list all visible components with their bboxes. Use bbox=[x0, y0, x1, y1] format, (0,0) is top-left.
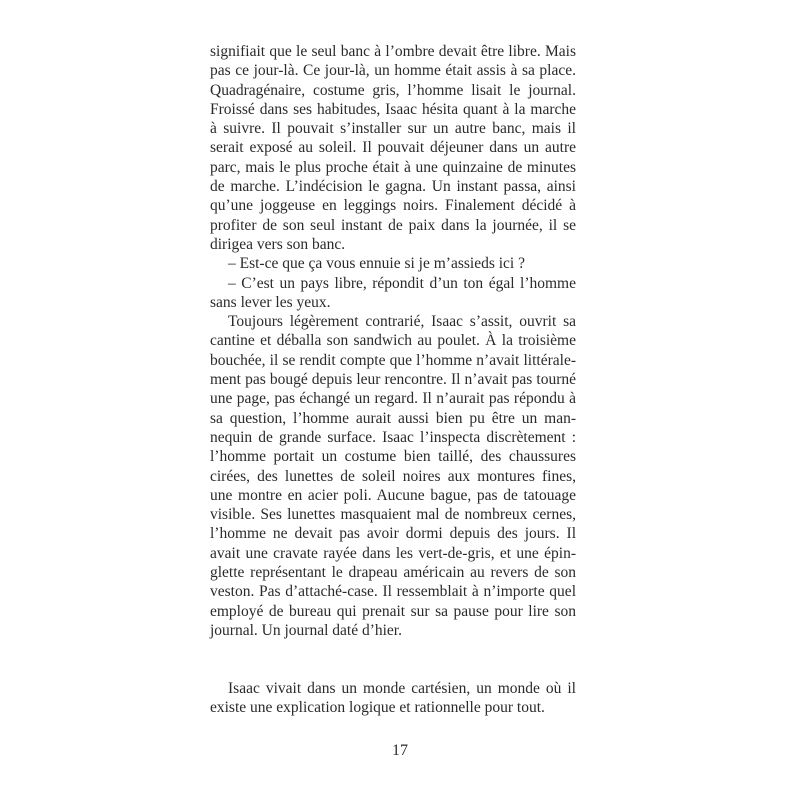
section-text-block bbox=[210, 679, 576, 718]
main-text-block bbox=[210, 42, 576, 640]
paragraph-5: Isaac vivait dans un monde cartésien, un monde où il existe une explication logique et rationnelle pour tout. bbox=[210, 680, 576, 717]
paragraph-1: signifiait que le seul banc à l’ombre devait être libre. Mais pas ce jour-là. Ce jour-là, un homme était assis à sa place. Quadragénaire, costume gris, l’homme lisait le journal. Froissé dans ses habitudes, Isaac hésita quant à la marche à suivre. Il pouvait s’installer sur un autre banc, mais il serait exposé au soleil. Il pouvait déjeuner dans un autre parc, mais le plus proche était à une quinzaine de minutes de marche. L’indécision le gagna. Un instant passa, ainsi qu’une joggeuse en leggings noirs. Finalement décidé à profiter de son seul instant de paix dans la journée, il se dirigea vers son banc. bbox=[210, 43, 576, 253]
paragraph-2: – Est-ce que ça vous ennuie si je m’assieds ici ? bbox=[228, 255, 525, 273]
paragraph-3: – C’est un pays libre, répondit d’un ton égal l’homme sans lever les yeux. bbox=[210, 274, 576, 311]
page-number: 17 bbox=[392, 742, 408, 759]
paragraph-4: Toujours légèrement contrarié, Isaac s’assit, ouvrit sa cantine et déballa son sandwich au poulet. À la troisième bouchée, il se rendit compte que l’homme n’avait littéralement pas bougé depuis leur rencontre. Il n’avait pas tourné une page, pas échangé un regard. Il n’aurait pas répondu à sa question, l’homme aurait aussi bien pu être un mannequin de grande surface. Isaac l’inspecta discrètement : l’homme portait un costume bien taillé, des chaussures cirées, des lunettes de soleil noires aux montures fines, une montre en acier poli. Aucune bague, pas de tatouage visible. Ses lunettes masquaient mal de nombreux cernes, l’homme ne devait pas avoir dormi depuis des jours. Il avait une cravate rayée dans les vert-de-gris, et une épinglette représentant le drapeau américain au revers de son veston. Pas d’attaché-case. Il ressemblait à n’importe quel employé de bureau qui prenait sur sa pause pour lire son journal. Un journal daté d’hier. bbox=[210, 313, 576, 639]
